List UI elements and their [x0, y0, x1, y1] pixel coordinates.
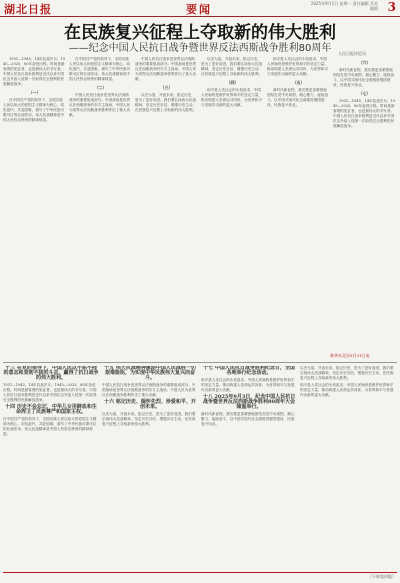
- paragraph: 和平是人类社会的永恒追求。中国人民始终是维护世界和平的坚定力量，推动构建人类命运共同体，为世界和平与发展作出新的更大贡献。: [267, 57, 329, 76]
- article-headline: 在民族复兴征程上夺取新的伟大胜利: [64, 23, 336, 43]
- lower-item: 十三 在党的领导下，中国人民以不屈不挠的意志和坚韧不拔的斗志，赢得了抗日战争的伟大胜利。: [3, 366, 99, 381]
- section-divider: [3, 362, 397, 363]
- paragraph: 以史为鉴、开创未来。铭记历史，是为了更好前进。我们要弘扬伟大抗战精神，坚定历史自信，增强历史主动，在民族复兴征程上夺取新的伟大胜利。: [201, 57, 263, 76]
- paragraph: 新时代新征程，我们要更加紧密地团结在党中央周围，凝心聚力、接续奋斗，以中国式现代化全面推进强国建设、民族复兴伟业。: [201, 412, 295, 426]
- continued-note: （下转第四版）: [368, 574, 396, 579]
- text-column: [267, 57, 330, 359]
- paragraph: 和平是人类社会的永恒追求。中国人民始终是维护世界和平的坚定力量，推动构建人类命运共同体，为世界和平与发展作出新的更大贡献。: [201, 88, 263, 107]
- paragraph: 1931—1945，14年抗战岁月；1945—2025，80年奋进历程。时间是最客观的见证者，也是最伟大的书写者。中国人民抗日战争胜利是近代以来中国抗击外敌入侵第一次取得完全胜利的民族解放战争。: [3, 57, 66, 86]
- section-mark: （四）: [226, 80, 239, 85]
- dateline: 新华社北京8月31日电: [330, 353, 370, 358]
- section-mark: （一）: [28, 90, 41, 95]
- section-mark: （六）: [358, 60, 371, 65]
- section-mark: （五）: [292, 80, 305, 85]
- text-column: [333, 57, 396, 359]
- lower-column: [300, 366, 397, 571]
- masthead: [0, 0, 400, 17]
- lower-column: [201, 366, 297, 571]
- lower-item: 十五 伟大抗战精神激励中国人民战胜一切艰难险阻，为实现中华民族伟大复兴而奋斗。: [104, 366, 196, 381]
- article-subheadline: ——纪念中国人民抗日战争暨世界反法西斯战争胜利80周年: [68, 43, 332, 54]
- paragraph: 新时代新征程，我们要更加紧密地团结在党中央周围，凝心聚力、接续奋斗，以中国式现代化全面推进强国建设、民族复兴伟业。: [333, 68, 395, 87]
- newspaper-logo: 湖北日报: [4, 3, 52, 16]
- paragraph: 以史为鉴、开创未来。铭记历史，是为了更好前进。我们要弘扬伟大抗战精神，坚定历史自信，增强历史主动，在民族复兴征程上夺取新的伟大胜利。: [102, 412, 196, 426]
- paragraph: 中国人民抗日战争是世界反法西斯战争的重要组成部分。中国战场是世界反法西斯战争的东方主战场，中国人民为世界反法西斯战争胜利作出了重大贡献。: [102, 383, 196, 397]
- section-mark: （三）: [160, 85, 173, 90]
- lower-item: 十八 2025年9月3日，纪念中国人民抗日战争暨世界反法西斯战争胜利80周年大会隆重举行。: [202, 394, 296, 410]
- lower-item: 十六 铭记历史、缅怀先烈、珍爱和平、开创未来。: [104, 399, 196, 410]
- lower-item: 十四 历史不会忘记，中华儿女用鲜血和生命捍卫了民族尊严和国家主权。: [5, 404, 97, 415]
- section-mark: （二）: [94, 85, 107, 90]
- text-column: [201, 57, 264, 359]
- text-column: [69, 57, 132, 359]
- paragraph: 中国人民抗日战争是世界反法西斯战争的重要组成部分。中国战场是世界反法西斯战争的东方主战场，中国人民为世界反法西斯战争胜利作出了重大贡献。: [135, 57, 197, 81]
- paragraph: 1931—1945，14年抗战岁月；1945—2025，80年奋进历程。时间是最客观的见证者，也是最伟大的书写者。中国人民抗日战争胜利是近代以来中国抗击外敌入侵第一次取得完全胜利的民族解放战争。: [3, 383, 97, 402]
- lower-item: 十七 中国人民抗日战争胜利纪念日，全国各地举行纪念活动。: [203, 366, 295, 376]
- paragraph: 新时代新征程，我们要更加紧密地团结在党中央周围，凝心聚力、接续奋斗，以中国式现代化全面推进强国建设、民族复兴伟业。: [267, 88, 329, 107]
- issue-meta: 2025年9月1日 星期一 责任编辑 美术编辑: [310, 1, 378, 11]
- paragraph: 在中国共产党的领导下，全国各族人民以伟大的爱国主义精神为核心，同仇敌忾、共赴国难，谱写了中华民族可歌可泣的壮丽史诗。伟大抗战精神是中国人民弥足珍贵的精神财富。: [3, 98, 65, 122]
- paragraph: 在中国共产党的领导下，全国各族人民以伟大的爱国主义精神为核心，同仇敌忾、共赴国难，谱写了中华民族可歌可泣的壮丽史诗。伟大抗战精神是中国人民弥足珍贵的精神财富。: [3, 417, 97, 436]
- page-number: 3: [387, 0, 396, 14]
- article-body-upper: [3, 57, 397, 359]
- lower-column: [3, 366, 99, 571]
- paragraph: 以史为鉴、开创未来。铭记历史，是为了更好前进。我们要弘扬伟大抗战精神，坚定历史自信，增强历史主动，在民族复兴征程上夺取新的伟大胜利。: [135, 93, 197, 112]
- paragraph: 1931—1945，14年抗战岁月；1945—2025，80年奋进历程。时间是最客观的见证者，也是最伟大的书写者。中国人民抗日战争胜利是近代以来中国抗击外敌入侵第一次取得完全胜利的民族解放战争。: [333, 99, 396, 128]
- paragraph: 以史为鉴、开创未来。铭记历史，是为了更好前进。我们要弘扬伟大抗战精神，坚定历史自信，增强历史主动，在民族复兴征程上夺取新的伟大胜利。: [300, 366, 394, 380]
- text-column: [3, 57, 66, 359]
- section-mark: （七）: [358, 91, 371, 96]
- paragraph: 中国人民抗日战争是世界反法西斯战争的重要组成部分。中国战场是世界反法西斯战争的东方主战场，中国人民为世界反法西斯战争胜利作出了重大贡献。: [69, 93, 131, 117]
- paragraph: 和平是人类社会的永恒追求。中国人民始终是维护世界和平的坚定力量，推动构建人类命运共同体，为世界和平与发展作出新的更大贡献。: [300, 383, 394, 397]
- paragraph: 和平是人类社会的永恒追求。中国人民始终是维护世界和平的坚定力量，推动构建人类命运共同体，为世界和平与发展作出新的更大贡献。: [201, 378, 295, 392]
- footer-rule: [3, 572, 397, 573]
- section-label: 要闻: [186, 3, 212, 16]
- paragraph: 在中国共产党的领导下，全国各族人民以伟大的爱国主义精神为核心，同仇敌忾、共赴国难，谱写了中华民族可歌可泣的壮丽史诗。伟大抗战精神是中国人民弥足珍贵的精神财富。: [69, 57, 131, 81]
- lower-column: [102, 366, 198, 571]
- text-column: [135, 57, 198, 359]
- article-byline: 人民日报评论员: [338, 51, 366, 56]
